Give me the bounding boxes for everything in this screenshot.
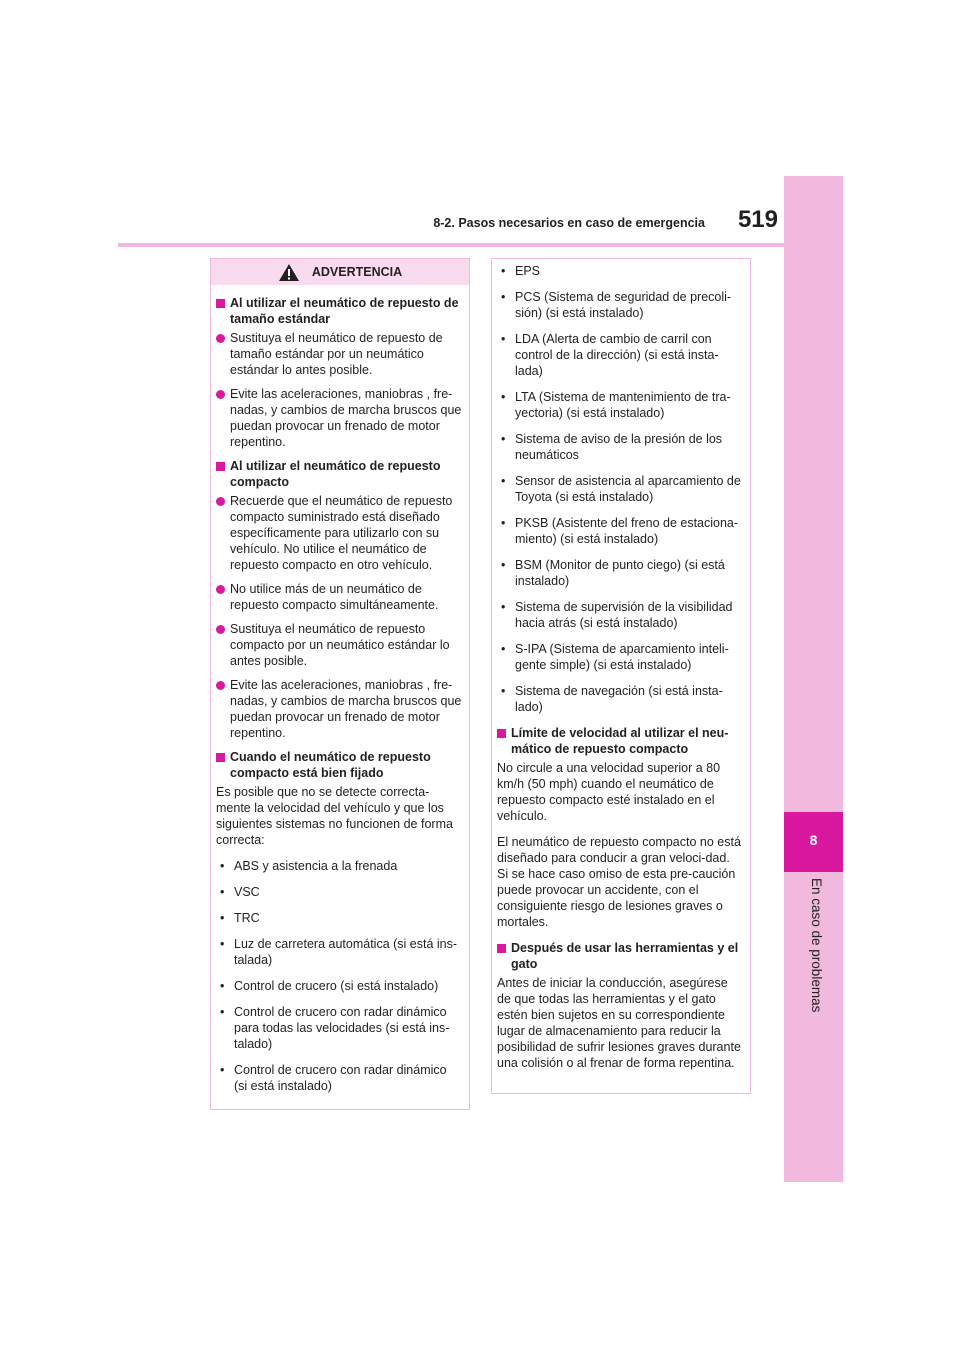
list-item: • PCS (Sistema de seguridad de precoli-sión) (si está instalado): [501, 290, 732, 320]
bullet-item: No utilice más de un neumático de repuesto compacto simultáneamente.: [216, 581, 462, 613]
square-bullet-icon: [497, 944, 506, 953]
bullet-item: Sustituya el neumático de repuesto de tamaño estándar por un neumático estándar lo antes posible.: [216, 330, 462, 378]
warning-triangle-icon: [278, 263, 300, 282]
list-item: • Sistema de navegación (si está insta-lado): [501, 684, 723, 714]
bullet-item: Recuerde que el neumático de repuesto compacto suministrado está diseñado específicamente para utilizarlo con su vehículo. No utilice el neumático de repuesto compacto en otro vehículo.: [216, 493, 462, 573]
section-heading: Al utilizar el neumático de repuesto de tamaño estándar: [216, 295, 462, 327]
list-item: • Control de crucero con radar dinámico para todas las velocidades (si está ins-talado): [220, 1005, 450, 1051]
list-item: • LDA (Alerta de cambio de carril con control de la dirección) (si está insta-lada): [501, 332, 719, 378]
paragraph: No circule a una velocidad superior a 80 km/h (50 mph) cuando el neumático de repuesto compacto esté instalado en el vehículo.: [497, 761, 721, 823]
list-item: • ABS y asistencia a la frenada: [220, 859, 398, 873]
section-heading: Cuando el neumático de repuesto compacto está bien fijado: [216, 749, 462, 781]
list-item: • Control de crucero con radar dinámico (si está instalado): [220, 1063, 447, 1093]
list-item: • Sensor de asistencia al aparcamiento de Toyota (si está instalado): [501, 474, 741, 504]
header-rule: [118, 243, 784, 247]
square-bullet-icon: [216, 753, 225, 762]
chapter-title: En caso de problemas: [809, 878, 824, 1013]
list-item: • TRC: [220, 911, 260, 925]
paragraph: Es posible que no se detecte correcta-mente la velocidad del vehículo y que los siguientes sistemas no funcionen de forma correcta:: [216, 785, 453, 847]
list-item: • PKSB (Asistente del freno de estaciona-miento) (si está instalado): [501, 516, 739, 546]
paragraph: El neumático de repuesto compacto no está diseñado para conducir a gran veloci-dad. Si se hace caso omiso de esta pre-caución puede provocar un accidente, con el consiguiente riesgo de lesiones graves o mortales.: [497, 835, 741, 929]
bullet-item: Evite las aceleraciones, maniobras , fre-nadas, y cambios de marcha bruscos que puedan provocar un frenado de motor repentino.: [216, 677, 462, 741]
warning-box-right: [491, 258, 751, 1094]
dot-bullet-icon: [216, 390, 225, 399]
list-item: • Sistema de aviso de la presión de los neumáticos: [501, 432, 723, 462]
square-bullet-icon: [216, 299, 225, 308]
list-item: • S-IPA (Sistema de aparcamiento inteli-gente simple) (si está instalado): [501, 642, 729, 672]
list-item: • Control de crucero (si está instalado): [220, 979, 439, 993]
section-heading: Al utilizar el neumático de repuesto compacto: [216, 458, 462, 490]
warning-header: [211, 259, 469, 285]
bullet-item: Evite las aceleraciones, maniobras , fre-nadas, y cambios de marcha bruscos que puedan provocar un frenado de motor repentino.: [216, 386, 462, 450]
dot-bullet-icon: [216, 625, 225, 634]
section-header: 8-2. Pasos necesarios en caso de emergencia: [433, 216, 705, 230]
list-item: • EPS: [501, 264, 541, 278]
warning-box-left: [210, 258, 470, 1110]
list-item: • Sistema de supervisión de la visibilidad hacia atrás (si está instalado): [501, 600, 733, 630]
dot-bullet-icon: [216, 334, 225, 343]
page-number: 519: [737, 206, 778, 233]
paragraph: Antes de iniciar la conducción, asegúrese de que todas las herramientas y el gato estén bien sujetos en su correspondiente lugar de almacenamiento para reducir la posibilidad de sufrir lesiones graves durante una colisión o al frenar de forma repentina.: [497, 976, 741, 1070]
chapter-number: 8: [809, 832, 818, 848]
list-item: • BSM (Monitor de punto ciego) (si está instalado): [501, 558, 725, 588]
dot-bullet-icon: [216, 681, 225, 690]
list-item: • LTA (Sistema de mantenimiento de tra-yectoria) (si está instalado): [501, 390, 731, 420]
square-bullet-icon: [216, 462, 225, 471]
bullet-item: Sustituya el neumático de repuesto compacto por un neumático estándar lo antes posible.: [216, 621, 462, 669]
list-item: • Luz de carretera automática (si está ins-talada): [220, 937, 458, 967]
dot-bullet-icon: [216, 585, 225, 594]
square-bullet-icon: [497, 729, 506, 738]
section-heading: Después de usar las herramientas y el gato: [497, 940, 743, 972]
list-item: • VSC: [220, 885, 260, 899]
dot-bullet-icon: [216, 497, 225, 506]
warning-title: ADVERTENCIA: [311, 265, 403, 279]
section-heading: Límite de velocidad al utilizar el neu-mático de repuesto compacto: [497, 725, 743, 757]
